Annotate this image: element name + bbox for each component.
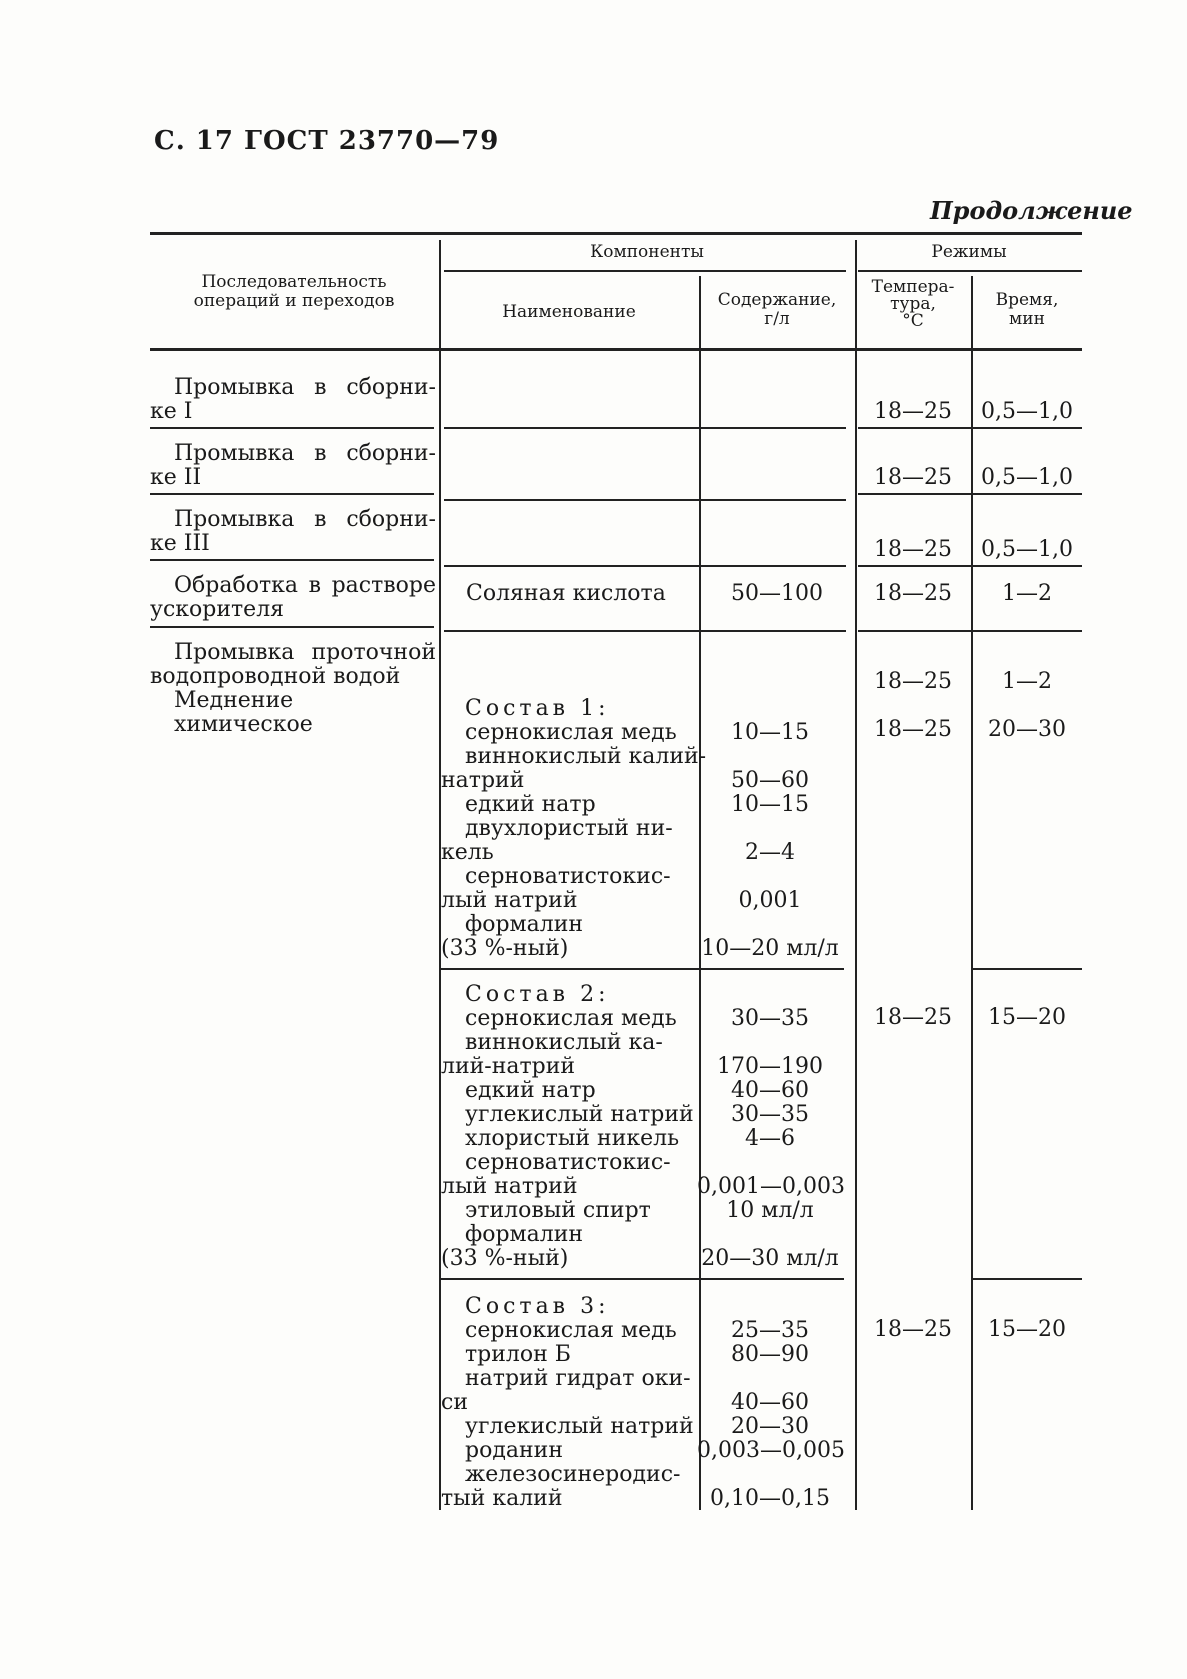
content-value: 10—15: [731, 720, 809, 745]
content-value: 50—60: [731, 768, 809, 793]
content-value: 20—30: [731, 1414, 809, 1439]
component-line: хлористый никель: [465, 1126, 680, 1151]
page-header: С. 17 ГОСТ 23770—79: [154, 126, 500, 156]
temperature-cell: 18—25: [874, 537, 952, 562]
component-line: серноватистокис-: [465, 1150, 671, 1175]
component-line: углекислый натрий: [465, 1414, 694, 1439]
operation-cell: Меднение химическое: [174, 688, 313, 737]
composition-2: [441, 982, 694, 1271]
content-value: 2—4: [745, 840, 795, 865]
component-line: лий-натрий: [441, 1054, 576, 1079]
component-line: си: [441, 1390, 468, 1415]
component-line: серноватистокис-: [465, 864, 671, 889]
composition-title: Состав 1:: [465, 696, 610, 721]
time-cell: 1—2: [1002, 669, 1052, 694]
header-name: Наименование: [502, 302, 636, 322]
temperature-cell: 18—25: [874, 1005, 952, 1030]
content-value: 0,001—0,003: [697, 1174, 845, 1199]
component-line: натрий: [441, 768, 525, 793]
content-value: 40—60: [731, 1078, 809, 1103]
row-rule: [444, 565, 846, 567]
row-rule: [150, 559, 434, 561]
row-rule: [858, 630, 1082, 632]
row-rule: [150, 427, 434, 429]
component-line: углекислый натрий: [465, 1102, 694, 1127]
content-value: 20—30 мл/л: [701, 1246, 839, 1271]
content-value: [697, 1367, 843, 1391]
row-rule: [858, 493, 1082, 495]
component-line: формалин: [465, 1222, 584, 1247]
row-rule: [444, 499, 846, 501]
content-value: [697, 817, 843, 841]
temperature-cell: 18—25: [874, 1317, 952, 1342]
content-value: 10—20 мл/л: [701, 936, 839, 961]
component-line: двухлористый ни-: [465, 816, 673, 841]
row-rule: [858, 427, 1082, 429]
content-value: 4—6: [745, 1126, 795, 1151]
row-rule: [150, 493, 434, 495]
composition-rule: [440, 968, 844, 970]
table-top-rule: [150, 232, 1082, 235]
header-components-rule: [444, 270, 846, 272]
header-operations: Последовательность операций и переходов: [193, 272, 395, 311]
content-value: 10 мл/л: [726, 1198, 814, 1223]
row-rule: [150, 626, 434, 628]
content-value: [697, 1031, 843, 1055]
composition-1-values: [697, 721, 843, 961]
component-line: лый натрий: [441, 1174, 578, 1199]
component-line: трилон Б: [465, 1342, 571, 1367]
header-modes-rule: [858, 270, 1082, 272]
temperature-cell: 18—25: [874, 581, 952, 606]
composition-rule: [972, 1278, 1082, 1280]
component-line: натрий гидрат оки-: [465, 1366, 691, 1391]
header-bottom-rule: [150, 348, 1082, 351]
continuation-label: Продолжение: [930, 196, 1133, 225]
row-rule: [444, 427, 846, 429]
content-value: 80—90: [731, 1342, 809, 1367]
component-line: сернокислая медь: [465, 720, 677, 745]
content-value: 30—35: [731, 1006, 809, 1031]
content-cell: 50—100: [731, 581, 823, 606]
content-value: 30—35: [731, 1102, 809, 1127]
header-temperature: Темпера- тура, °С: [871, 277, 955, 331]
header-components: Компоненты: [590, 242, 704, 262]
component-line: едкий натр: [465, 1078, 596, 1103]
time-cell: 0,5—1,0: [981, 537, 1073, 562]
component-line: сернокислая медь: [465, 1318, 677, 1343]
row-rule: [858, 565, 1082, 567]
header-time: Время, мин: [995, 290, 1059, 329]
time-cell: 0,5—1,0: [981, 465, 1073, 490]
content-value: 0,10—0,15: [710, 1486, 830, 1511]
component-name-cell: Соляная кислота: [466, 581, 666, 606]
composition-rule: [972, 968, 1082, 970]
time-cell: 15—20: [988, 1005, 1066, 1030]
content-value: 170—190: [717, 1054, 823, 1079]
composition-title: Состав 2:: [465, 982, 610, 1007]
component-line: виннокислый ка-: [465, 1030, 663, 1055]
component-line: железосинеродис-: [465, 1462, 681, 1487]
composition-3: [441, 1294, 694, 1511]
composition-rule: [440, 1278, 844, 1280]
composition-3-values: [697, 1319, 843, 1511]
row-rule: [444, 630, 846, 632]
content-value: 0,003—0,005: [697, 1438, 845, 1463]
content-value: 0,001: [738, 888, 802, 913]
content-value: [697, 865, 843, 889]
component-line: этиловый спирт: [465, 1198, 651, 1223]
content-value: [697, 1223, 843, 1247]
component-line: (33 %-ный): [441, 1246, 569, 1271]
component-line: кель: [441, 840, 494, 865]
time-cell: 15—20: [988, 1317, 1066, 1342]
component-line: едкий натр: [465, 792, 596, 817]
content-value: 10—15: [731, 792, 809, 817]
operation-cell: Промывка проточной водопроводной водой: [150, 640, 436, 689]
operation-cell: Промывка в сборни- ке I: [150, 375, 436, 424]
time-cell: 0,5—1,0: [981, 399, 1073, 424]
content-value: [697, 745, 843, 769]
operation-cell: Обработка в растворе ускорителя: [150, 573, 436, 622]
component-line: сернокислая медь: [465, 1006, 677, 1031]
header-content: Содержание, г/л: [717, 290, 837, 329]
content-value: 25—35: [731, 1318, 809, 1343]
time-cell: 1—2: [1002, 581, 1052, 606]
composition-title: Состав 3:: [465, 1294, 610, 1319]
content-value: [697, 1463, 843, 1487]
component-line: формалин: [465, 912, 584, 937]
temperature-cell: 18—25: [874, 669, 952, 694]
component-line: лый натрий: [441, 888, 578, 913]
content-value: [697, 1151, 843, 1175]
composition-1: [441, 696, 707, 961]
time-cell: 20—30: [988, 717, 1066, 742]
header-modes: Режимы: [931, 242, 1007, 262]
component-line: тый калий: [441, 1486, 563, 1511]
content-value: [697, 913, 843, 937]
content-value: 40—60: [731, 1390, 809, 1415]
temperature-cell: 18—25: [874, 465, 952, 490]
temperature-cell: 18—25: [874, 717, 952, 742]
component-line: (33 %-ный): [441, 936, 569, 961]
operation-cell: Промывка в сборни- ке III: [150, 507, 436, 556]
operation-cell: Промывка в сборни- ке II: [150, 441, 436, 490]
temperature-cell: 18—25: [874, 399, 952, 424]
composition-2-values: [697, 1007, 843, 1271]
component-line: виннокислый калий-: [465, 744, 707, 769]
component-line: роданин: [465, 1438, 563, 1463]
